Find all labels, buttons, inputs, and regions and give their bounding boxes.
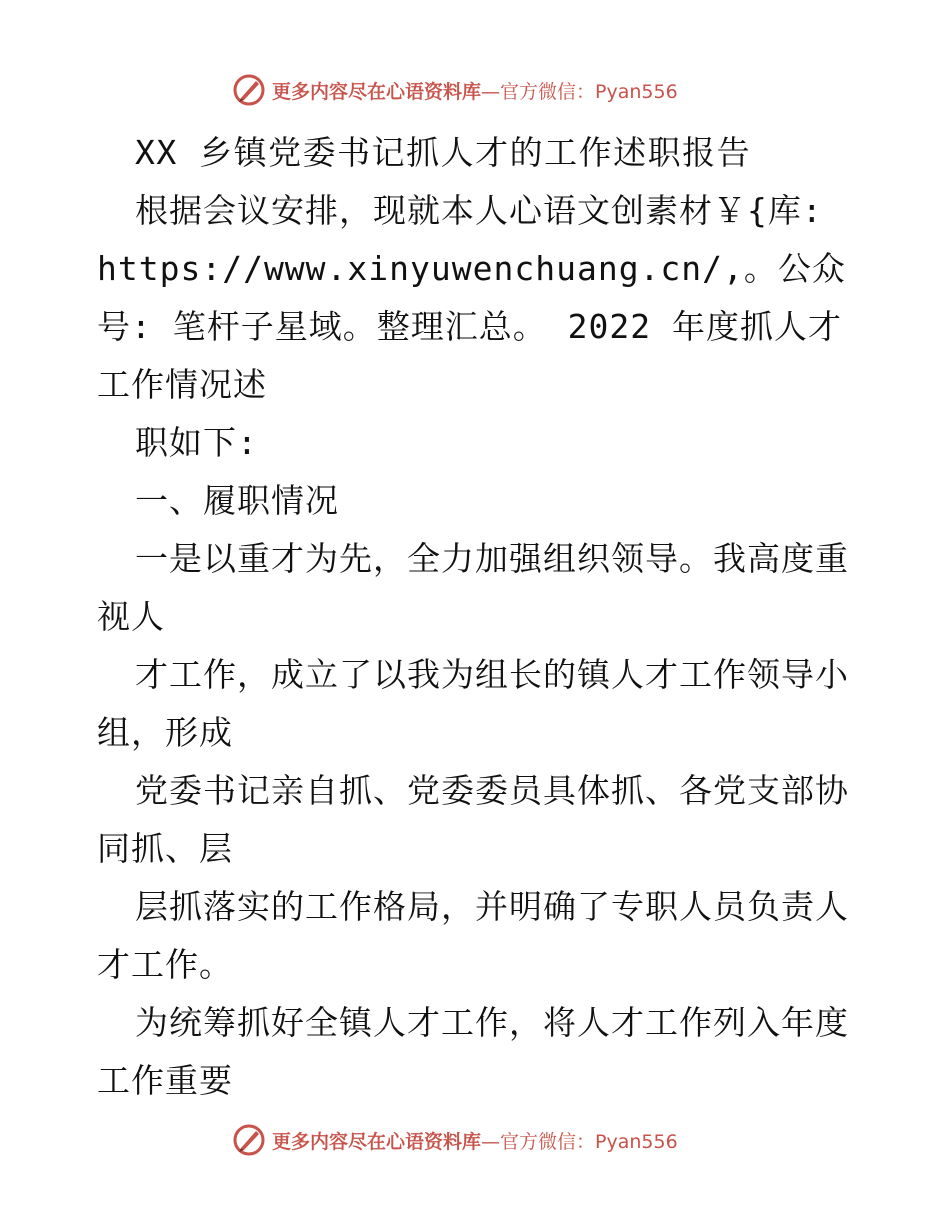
header-banner (232, 72, 678, 108)
paragraph: 才工作，成立了以我为组长的镇人才工作领导小组，形成 (97, 655, 849, 752)
paragraph: 党委书记亲自抓、党委委员具体抓、各党支部协同抓、层 (97, 771, 849, 868)
quill-pen-logo-icon (232, 73, 266, 107)
footer-banner (232, 1122, 678, 1158)
paragraph: 根据会议安排，现就本人心语文创素材￥{库: https://www.xinyuwenchuang.cn/,。公众号: 笔杆子星域。整理汇总。 2022 年度抓人才工作情况述 (97, 191, 846, 404)
paragraph: 一是以重才为先，全力加强组织领导。我高度重视人 (97, 539, 849, 636)
paragraph: 层抓落实的工作格局，并明确了专职人员负责人才工作。 (97, 887, 849, 984)
document-body (97, 124, 857, 1110)
footer-brand-text: 更多内容尽在心语资料库 (272, 1130, 482, 1153)
document-title: XX 乡镇党委书记抓人才的工作述职报告 (135, 133, 752, 172)
quill-pen-logo-icon (232, 1123, 266, 1157)
header-wechat-text: —官方微信：Pyan556 (481, 80, 678, 103)
paragraph: 为统筹抓好全镇人才工作，将人才工作列入年度工作重要 (97, 1003, 849, 1100)
paragraph: 职如下: (135, 423, 258, 462)
section-heading: 一、履职情况 (135, 481, 339, 520)
footer-wechat-text: —官方微信：Pyan556 (481, 1130, 678, 1153)
header-brand-text: 更多内容尽在心语资料库 (272, 80, 482, 103)
